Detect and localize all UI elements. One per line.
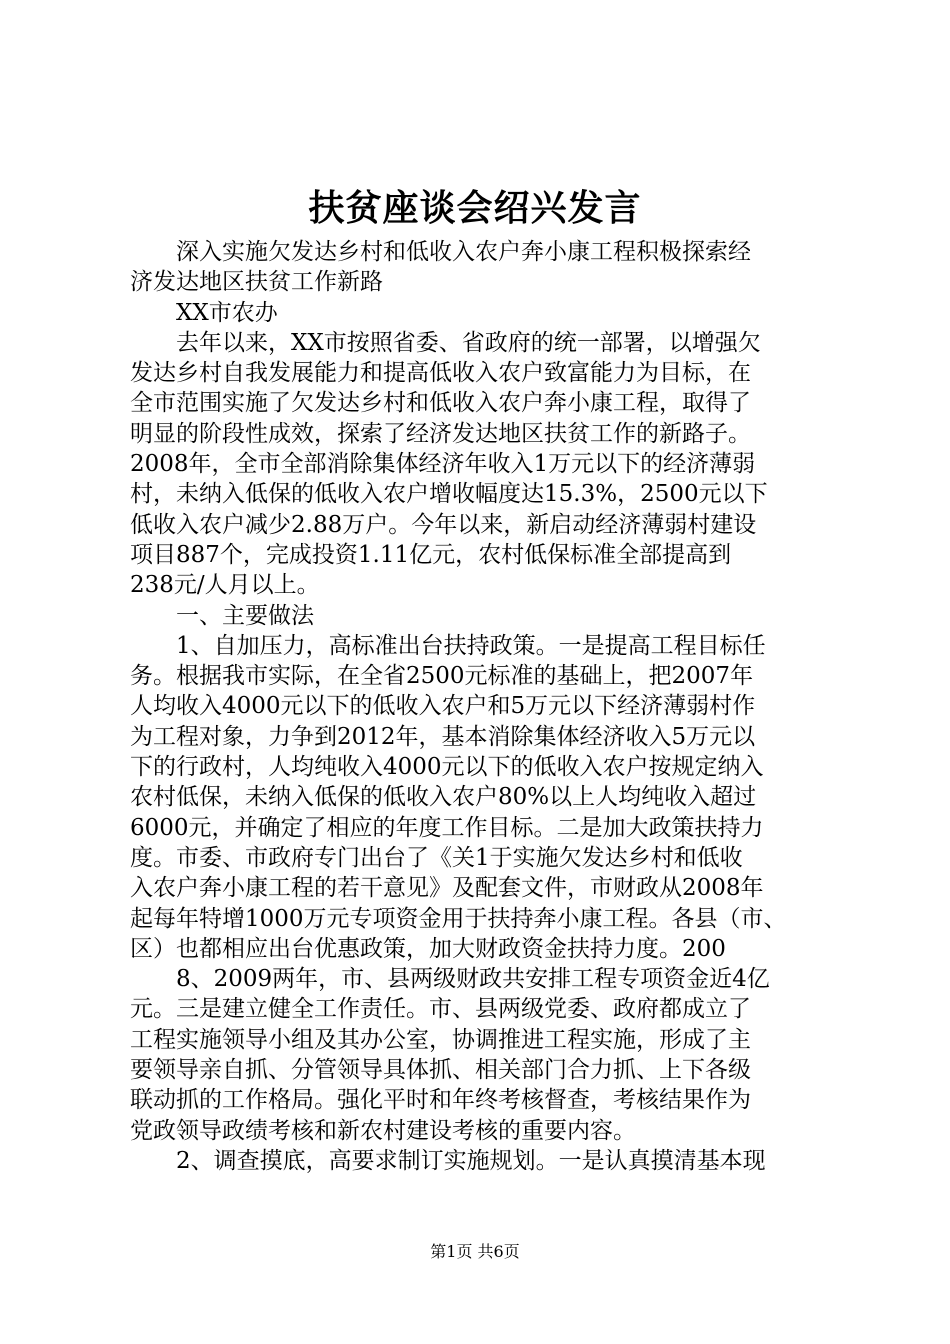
text-line: 2、调查摸底，高要求制订实施规划。一是认真摸清基本现 xyxy=(130,1147,766,1174)
text-line: 村，未纳入低保的低收入农户增收幅度达15.3%，2500元以下 xyxy=(130,481,768,508)
text-line: 为工程对象，力争到2012年，基本消除集体经济收入5万元以 xyxy=(130,723,756,750)
text-line: 去年以来，XX市按照省委、省政府的统一部署，以增强欠 xyxy=(130,329,761,356)
text-line: 全市范围实施了欠发达乡村和低收入农户奔小康工程，取得了 xyxy=(130,390,751,417)
document-title: 扶贫座谈会绍兴发言 xyxy=(308,188,642,229)
text-line: 区）也都相应出台优惠政策，加大财政资金扶持力度。200 xyxy=(130,935,726,962)
text-line: 起每年特增1000万元专项资金用于扶持奔小康工程。各县（市、 xyxy=(130,905,787,932)
text-line: 1、自加压力，高标准出台扶持政策。一是提高工程目标任 xyxy=(130,632,766,659)
document-body xyxy=(130,237,830,1176)
text-line: 238元/人月以上。 xyxy=(130,572,320,599)
text-line: 8、2009两年，市、县两级财政共安排工程专项资金近4亿 xyxy=(130,966,770,993)
text-line: 元。三是建立健全工作责任。市、县两级党委、政府都成立了 xyxy=(130,996,751,1023)
text-line: 深入实施欠发达乡村和低收入农户奔小康工程积极探索经 xyxy=(130,239,751,265)
text-line: 发达乡村自我发展能力和提高低收入农户致富能力为目标，在 xyxy=(130,360,751,387)
text-line: 下的行政村，人均纯收入4000元以下的低收入农户按规定纳入 xyxy=(130,754,764,781)
text-line: 工程实施领导小组及其办公室，协调推进工程实施，形成了主 xyxy=(130,1026,751,1053)
text-line: XX市农办 xyxy=(130,299,278,326)
text-line: 济发达地区扶贫工作新路 xyxy=(130,269,383,296)
text-line: 一、主要做法 xyxy=(130,602,314,629)
text-line: 2008年，全市全部消除集体经济年收入1万元以下的经济薄弱 xyxy=(130,451,756,478)
text-line: 项目887个，完成投资1.11亿元，农村低保标准全部提高到 xyxy=(130,541,732,568)
text-line: 党政领导政绩考核和新农村建设考核的重要内容。 xyxy=(130,1117,636,1144)
text-line: 农村低保，未纳入低保的低收入农户80%以上人均纯收入超过 xyxy=(130,784,757,811)
text-line: 务。根据我市实际，在全省2500元标准的基础上，把2007年 xyxy=(130,663,754,690)
text-line: 联动抓的工作格局。强化平时和年终考核督查，考核结果作为 xyxy=(130,1087,751,1114)
text-line: 6000元，并确定了相应的年度工作目标。二是加大政策扶持力 xyxy=(130,814,764,841)
text-line: 入农户奔小康工程的若干意见》及配套文件，市财政从2008年 xyxy=(130,875,764,902)
text-line: 人均收入4000元以下的低收入农户和5万元以下经济薄弱村作 xyxy=(130,693,756,720)
page-number-footer: 第1页 共6页 xyxy=(430,1242,520,1261)
text-line: 低收入农户减少2.88万户。今年以来，新启动经济薄弱村建设 xyxy=(130,511,757,538)
text-line: 要领导亲自抓、分管领导具体抓、相关部门合力抓、上下各级 xyxy=(130,1057,751,1084)
text-line: 明显的阶段性成效，探索了经济发达地区扶贫工作的新路子。 xyxy=(130,420,751,447)
text-line: 度。市委、市政府专门出台了《关1于实施欠发达乡村和低收 xyxy=(130,844,743,871)
